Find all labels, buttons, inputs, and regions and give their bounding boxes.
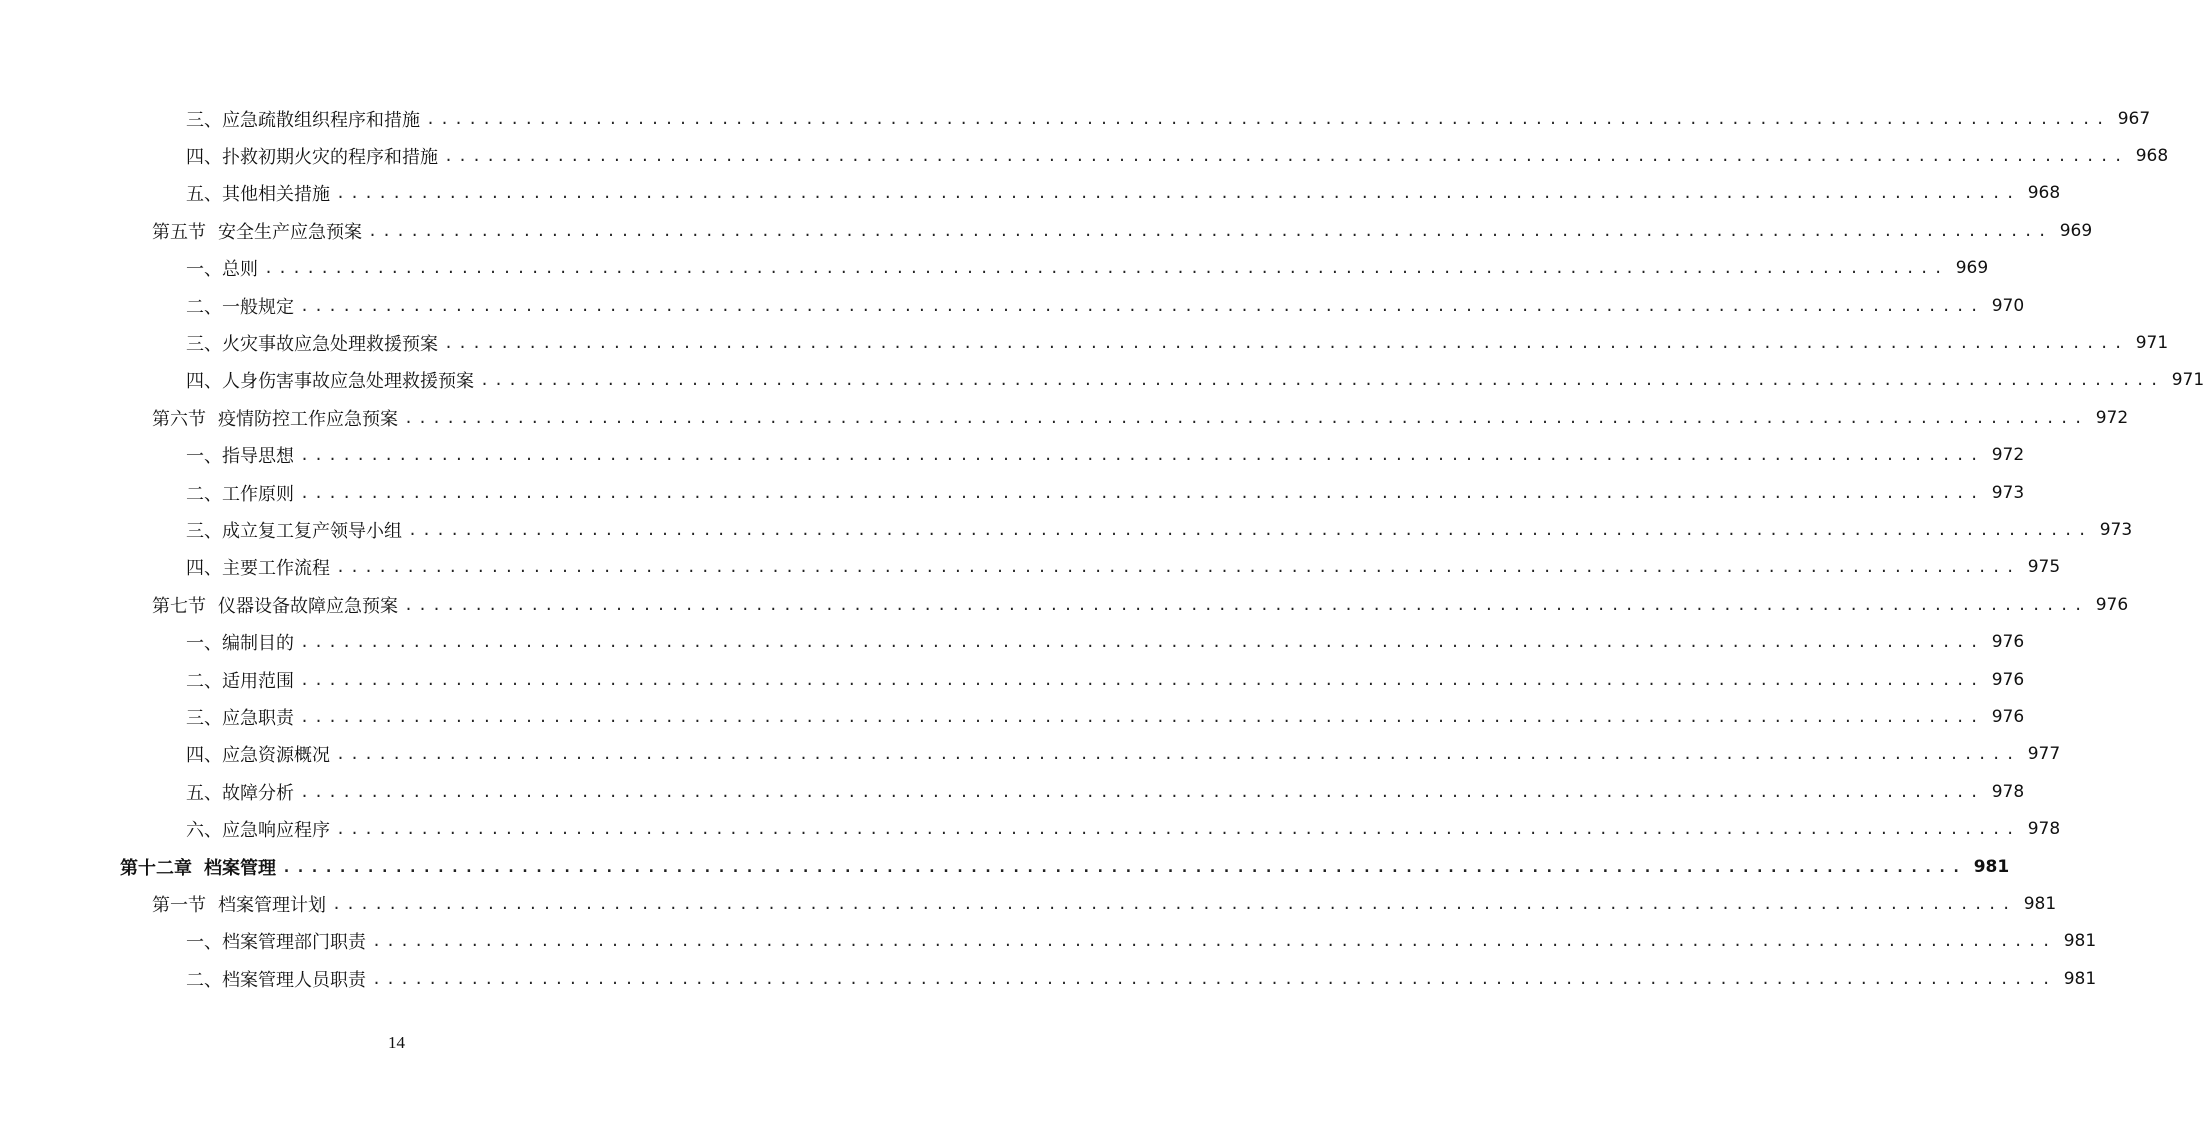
toc-entry-title: 总则 bbox=[222, 259, 258, 281]
toc-leader-dots: ........................................................................................................................ bbox=[300, 296, 1984, 315]
toc-entry-page: 975 bbox=[2027, 557, 2061, 578]
toc-entry-title: 一般规定 bbox=[222, 296, 294, 318]
toc-entry bbox=[0, 399, 2129, 436]
toc-entry bbox=[0, 661, 2025, 698]
toc-entry-number: 第十二章 bbox=[120, 857, 192, 879]
toc-leader-dots: ........................................................................................................................ bbox=[300, 670, 1984, 689]
toc-entry-page: 976 bbox=[1991, 632, 2025, 653]
toc-entry-title: 应急响应程序 bbox=[222, 820, 330, 842]
toc-entry-page: 981 bbox=[2063, 968, 2097, 989]
toc-entry bbox=[0, 324, 2169, 361]
toc-leader-dots: ........................................................................................................................ bbox=[336, 820, 2020, 839]
toc-entry-page: 981 bbox=[1973, 856, 2010, 877]
toc-entry-page: 969 bbox=[2059, 220, 2093, 241]
toc-leader-dots: ........................................................................................................................ bbox=[300, 446, 1984, 465]
toc-leader-dots: ........................................................................................................................ bbox=[368, 221, 2052, 240]
toc-entry-number: 二、 bbox=[186, 296, 222, 318]
toc-entry-number: 三、 bbox=[186, 334, 222, 356]
toc-entry bbox=[0, 250, 1989, 287]
toc-entry bbox=[0, 175, 2061, 212]
toc-entry-page: 978 bbox=[1991, 781, 2025, 802]
toc-leader-dots: ........................................................................................................................ bbox=[264, 259, 1948, 278]
toc-entry-title: 应急职责 bbox=[222, 707, 294, 729]
toc-entry-page: 972 bbox=[2095, 407, 2129, 428]
toc-entry-title: 指导思想 bbox=[222, 446, 294, 468]
toc-entry bbox=[0, 960, 2097, 997]
toc-entry bbox=[0, 511, 2133, 548]
toc-entry-number: 第五节 bbox=[152, 221, 206, 243]
toc-entry-page: 970 bbox=[1991, 295, 2025, 316]
toc-entry bbox=[0, 362, 2204, 399]
toc-entry-title: 适用范围 bbox=[222, 670, 294, 692]
toc-leader-dots: ........................................................................................................................ bbox=[444, 147, 2128, 166]
toc-leader-dots: ........................................................................................................................ bbox=[404, 408, 2088, 427]
toc-entry-title: 档案管理计划 bbox=[218, 894, 326, 916]
toc-entry-title: 其他相关措施 bbox=[222, 184, 330, 206]
toc-entry-number: 第一节 bbox=[152, 894, 206, 916]
toc-entry-page: 968 bbox=[2135, 146, 2169, 167]
toc-leader-dots: ........................................................................................................................ bbox=[300, 782, 1984, 801]
toc-entry bbox=[0, 586, 2129, 623]
toc-entry-title: 应急资源概况 bbox=[222, 745, 330, 767]
toc-entry-number: 四、 bbox=[186, 745, 222, 767]
toc-entry-title: 仪器设备故障应急预案 bbox=[218, 595, 398, 617]
toc-leader-dots: ........................................................................................................................ bbox=[300, 483, 1984, 502]
toc-entry-number: 三、 bbox=[186, 520, 222, 542]
toc-leader-dots: ........................................................................................................................ bbox=[372, 969, 2056, 988]
toc-entry-page: 971 bbox=[2135, 333, 2169, 354]
toc-entry bbox=[0, 437, 2025, 474]
toc-entry bbox=[0, 885, 2057, 922]
toc-entry-page: 976 bbox=[1991, 669, 2025, 690]
toc-leader-dots: ........................................................................................................................ bbox=[408, 520, 2092, 539]
toc-entry-number: 三、 bbox=[186, 109, 222, 131]
toc-entry bbox=[0, 474, 2025, 511]
toc-entry-number: 二、 bbox=[186, 969, 222, 991]
toc-entry bbox=[0, 212, 2093, 249]
toc-entry-number: 六、 bbox=[186, 820, 222, 842]
toc-entry bbox=[0, 100, 2151, 137]
toc-entry-number: 四、 bbox=[186, 371, 222, 393]
toc-leader-dots: ........................................................................................................................ bbox=[300, 707, 1984, 726]
toc-entry-title: 火灾事故应急处理救援预案 bbox=[222, 334, 438, 356]
toc-entry bbox=[0, 810, 2061, 847]
toc-entry bbox=[0, 736, 2061, 773]
toc-entry bbox=[0, 848, 2010, 885]
toc-entry-number: 第六节 bbox=[152, 408, 206, 430]
toc-entry-number: 一、 bbox=[186, 633, 222, 655]
toc-entry-number: 五、 bbox=[186, 184, 222, 206]
toc-entry-page: 976 bbox=[2095, 594, 2129, 615]
toc-entry-number: 三、 bbox=[186, 707, 222, 729]
toc-entry-number: 四、 bbox=[186, 558, 222, 580]
toc-entry-title: 主要工作流程 bbox=[222, 558, 330, 580]
toc-leader-dots: ........................................................................................................................ bbox=[404, 595, 2088, 614]
toc-entry bbox=[0, 923, 2097, 960]
toc-entry-page: 967 bbox=[2117, 108, 2151, 129]
toc-entry-number: 二、 bbox=[186, 483, 222, 505]
toc-entry-title: 工作原则 bbox=[222, 483, 294, 505]
toc-entry-page: 971 bbox=[2171, 370, 2204, 391]
toc-entry-number: 四、 bbox=[186, 147, 222, 169]
toc-entry-title: 成立复工复产领导小组 bbox=[222, 520, 402, 542]
page-number: 14 bbox=[388, 1033, 405, 1052]
toc-entry-title: 疫情防控工作应急预案 bbox=[218, 408, 398, 430]
toc-entry-number: 第七节 bbox=[152, 595, 206, 617]
toc-entry-number: 二、 bbox=[186, 670, 222, 692]
toc-leader-dots: ........................................................................................................................ bbox=[336, 558, 2020, 577]
toc-entry-title: 档案管理人员职责 bbox=[222, 969, 366, 991]
toc-leader-dots: ........................................................................................................................ bbox=[426, 109, 2110, 128]
toc-entry-page: 977 bbox=[2027, 744, 2061, 765]
toc-entry-page: 973 bbox=[1991, 482, 2025, 503]
toc-entry-number: 一、 bbox=[186, 259, 222, 281]
toc-entry-page: 976 bbox=[1991, 706, 2025, 727]
toc-entry-number: 五、 bbox=[186, 782, 222, 804]
toc-entry-title: 故障分析 bbox=[222, 782, 294, 804]
toc-entry-page: 968 bbox=[2027, 183, 2061, 204]
toc-entry-title: 编制目的 bbox=[222, 633, 294, 655]
toc-entry bbox=[0, 137, 2169, 174]
toc-entry bbox=[0, 549, 2061, 586]
toc-entry-title: 安全生产应急预案 bbox=[218, 221, 362, 243]
toc-leader-dots: ........................................................................................................................ bbox=[444, 334, 2128, 353]
toc-entry bbox=[0, 773, 2025, 810]
toc-entry-title: 人身伤害事故应急处理救援预案 bbox=[222, 371, 474, 393]
toc-leader-dots: ........................................................................................................................ bbox=[372, 932, 2056, 951]
toc-entry bbox=[0, 698, 2025, 735]
toc-entry-number: 一、 bbox=[186, 932, 222, 954]
toc-leader-dots: ........................................................................................................................ bbox=[480, 371, 2164, 390]
toc-entry-page: 969 bbox=[1955, 258, 1989, 279]
toc-leader-dots: ........................................................................................................................ bbox=[336, 184, 2020, 203]
toc-leader-dots: ........................................................................................................................ bbox=[332, 894, 2016, 913]
table-of-contents bbox=[0, 100, 2204, 997]
toc-entry bbox=[0, 623, 2025, 660]
toc-entry-page: 981 bbox=[2023, 893, 2057, 914]
toc-entry-title: 档案管理部门职责 bbox=[222, 932, 366, 954]
toc-leader-dots: ........................................................................................................................ bbox=[336, 745, 2020, 764]
toc-entry-title: 档案管理 bbox=[204, 857, 276, 879]
toc-entry-number: 一、 bbox=[186, 446, 222, 468]
toc-leader-dots: ........................................................................................................................ bbox=[300, 633, 1984, 652]
toc-entry bbox=[0, 287, 2025, 324]
toc-entry-page: 973 bbox=[2099, 519, 2133, 540]
toc-entry-title: 扑救初期火灾的程序和措施 bbox=[222, 147, 438, 169]
toc-entry-page: 981 bbox=[2063, 931, 2097, 952]
toc-entry-title: 应急疏散组织程序和措施 bbox=[222, 109, 420, 131]
toc-entry-page: 972 bbox=[1991, 445, 2025, 466]
toc-leader-dots: ........................................................................................................................ bbox=[282, 857, 1966, 876]
toc-entry-page: 978 bbox=[2027, 819, 2061, 840]
